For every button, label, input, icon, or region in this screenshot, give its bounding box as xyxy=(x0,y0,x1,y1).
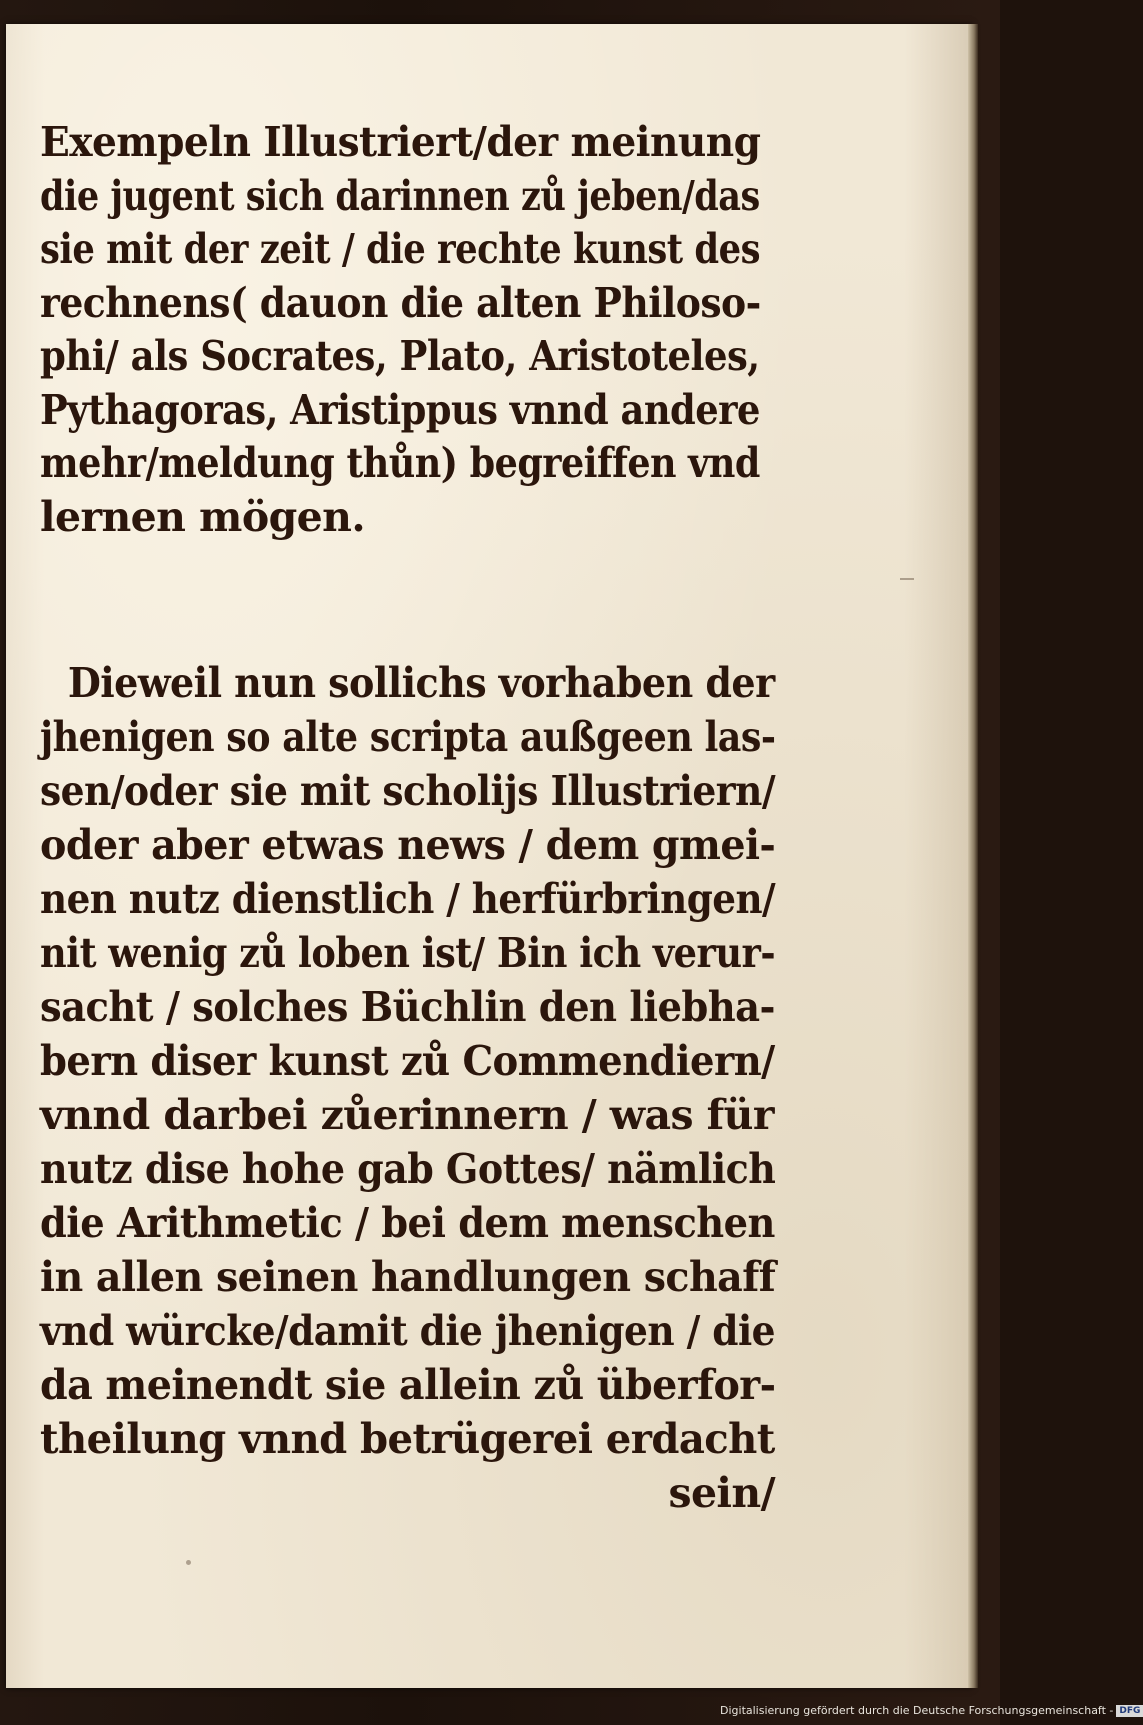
credit-text: Digitalisierung gefördert durch die Deutsche Forschungsgemeinschaft - xyxy=(720,1704,1114,1717)
text-line: da meinendt sie allein zů überfor- xyxy=(40,1361,776,1409)
text-line: nutz dise hohe gab Gottes/ nämlich xyxy=(40,1145,776,1193)
text-line: die jugent sich darinnen zů jeben/das xyxy=(40,171,760,220)
text-line: vnd würcke/damit die jhenigen / die xyxy=(40,1307,775,1355)
text-line: oder aber etwas news / dem gmei- xyxy=(40,821,776,869)
text-line: lernen mögen. xyxy=(40,492,366,541)
paper-spot xyxy=(186,1560,191,1565)
text-line: sen/oder sie mit scholijs Illustriern/ xyxy=(40,767,776,815)
text-line: nit wenig zů loben ist/ Bin ich verur- xyxy=(40,929,776,977)
text-line: in allen seinen handlungen schaff xyxy=(40,1253,776,1301)
text-line: sacht / solches Büchlin den liebha- xyxy=(40,983,775,1031)
text-line: nen nutz dienstlich / herfürbringen/ xyxy=(40,875,776,923)
dfg-logo: DFG xyxy=(1116,1705,1143,1717)
page-edge xyxy=(968,24,978,1688)
paragraph-two xyxy=(40,656,775,1520)
text-line: theilung vnnd betrügerei erdacht xyxy=(40,1415,775,1463)
text-line: bern diser kunst zů Commendiern/ xyxy=(40,1037,775,1085)
text-line: die Arithmetic / bei dem menschen xyxy=(40,1199,775,1247)
text-line: phi/ als Socrates, Plato, Aristoteles, xyxy=(40,332,760,380)
text-line: mehr/meldung thůn) begreiffen vnd xyxy=(40,439,760,487)
text-line: sie mit der zeit / die rechte kunst des xyxy=(40,225,761,273)
text-line: vnnd darbei zůerinnern / was für xyxy=(40,1091,774,1139)
text-line: Exempeln Illustriert/der meinung xyxy=(40,118,761,166)
paper-dash xyxy=(900,578,914,580)
digitization-credit xyxy=(720,1703,1141,1719)
text-line: Dieweil nun sollichs vorhaben der xyxy=(67,659,775,707)
text-line: Pythagoras, Aristippus vnnd andere xyxy=(40,385,760,434)
text-line: rechnens( dauon die alten Philoso- xyxy=(40,278,761,327)
text-line: jhenigen so alte scripta außgeen las- xyxy=(40,713,776,761)
paragraph-one xyxy=(40,116,760,544)
catchword: sein/ xyxy=(668,1469,775,1517)
